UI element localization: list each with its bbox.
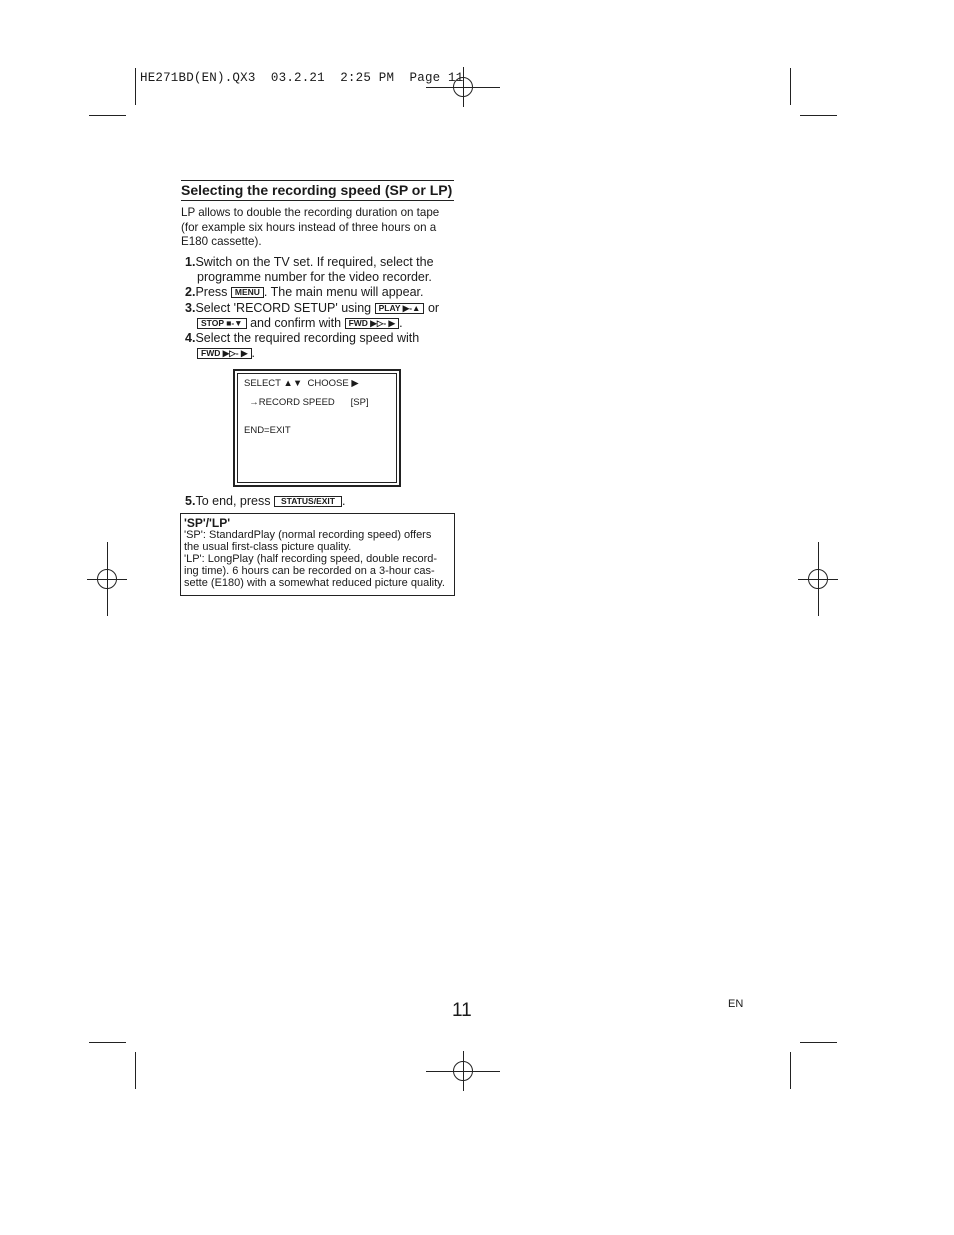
step-text: and confirm with — [250, 316, 342, 330]
play-up-key-icon: PLAY ▶-▲ — [375, 303, 425, 314]
page-number: 11 — [452, 1000, 472, 1021]
sp-lp-note-box — [180, 513, 455, 596]
step-text: . — [251, 346, 256, 360]
step-4 — [185, 331, 460, 361]
menu-key-icon: MENU — [231, 287, 264, 298]
step-number: 4. — [185, 331, 196, 345]
step-text: Select the required recording speed with — [195, 331, 420, 345]
step-text: To end, press — [195, 494, 271, 508]
osd-screen — [233, 369, 401, 487]
status-exit-key-icon: STATUS/EXIT — [274, 496, 342, 507]
step-number: 1. — [185, 255, 196, 269]
step-text-continued — [185, 316, 460, 331]
print-slug: HE271BD(EN).QX3 03.2.21 2:25 PM Page 11 — [140, 71, 464, 85]
step-text-continued: programme number for the video recorder. — [197, 270, 432, 284]
step-text: Press — [195, 285, 228, 299]
language-code: EN — [728, 998, 744, 1010]
step-text-continued — [185, 346, 460, 361]
step-3 — [185, 301, 460, 331]
stop-down-key-icon: STOP ■-▼ — [197, 318, 247, 329]
step-text: or — [427, 301, 440, 315]
step-5 — [185, 494, 460, 509]
step-2 — [185, 285, 460, 300]
osd-record-speed-line: →RECORD SPEED [SP] — [244, 397, 369, 408]
note-title: 'SP'/'LP' — [184, 516, 231, 530]
step-text: Switch on the TV set. If required, select the — [195, 255, 434, 269]
fwd-key-icon: FWD ▶▷- ▶ — [345, 318, 400, 329]
step-number: 2. — [185, 285, 196, 299]
section-title: Selecting the recording speed (SP or LP) — [181, 180, 454, 201]
intro-paragraph: LP allows to double the recording duration on tape (for example six hours instead of three hours on a E180 cassette). — [181, 206, 440, 248]
step-number: 5. — [185, 494, 196, 508]
osd-select-line: SELECT ▲▼ CHOOSE ▶ — [244, 378, 359, 389]
osd-inner-frame — [237, 373, 397, 483]
step-number: 3. — [185, 301, 196, 315]
step-text: . — [399, 316, 403, 330]
step-text: . — [341, 494, 346, 508]
step-1 — [185, 255, 460, 285]
note-line: ing time). 6 hours can be recorded on a 3-hour cas- — [184, 565, 435, 577]
note-line: 'LP': LongPlay (half recording speed, double record- — [184, 553, 438, 565]
note-line: 'SP': StandardPlay (normal recording speed) offers — [184, 529, 432, 541]
step-text: Select 'RECORD SETUP' using — [195, 301, 372, 315]
fwd-key-icon: FWD ▶▷- ▶ — [197, 348, 252, 359]
note-line: the usual first-class picture quality. — [184, 541, 352, 553]
note-line: sette (E180) with a somewhat reduced picture quality. — [184, 577, 445, 589]
osd-exit-line: END=EXIT — [244, 425, 291, 436]
step-text: . The main menu will appear. — [263, 285, 424, 299]
